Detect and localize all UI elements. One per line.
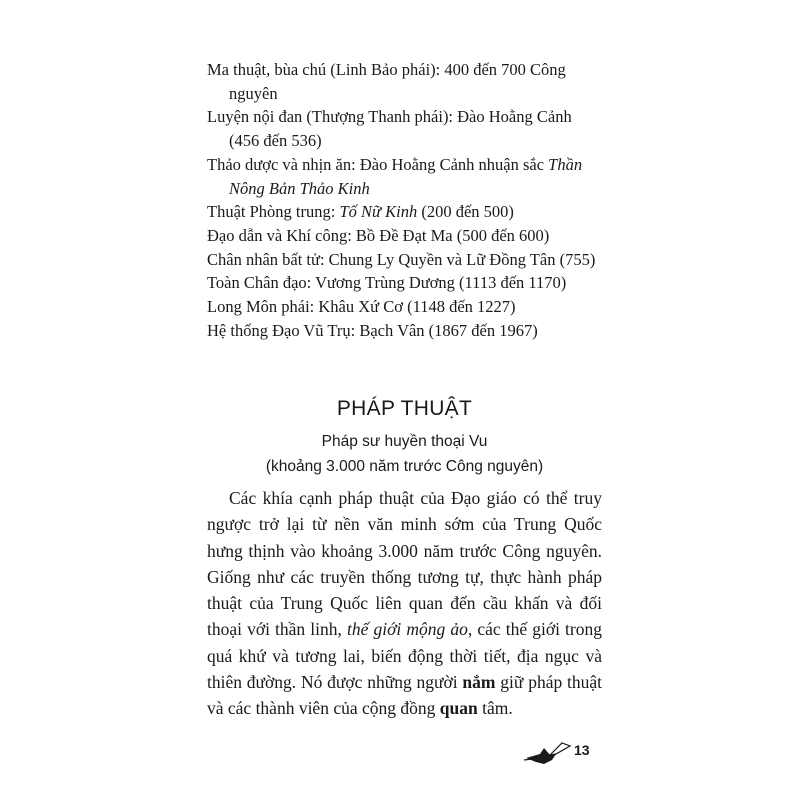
page-number: 13 <box>574 742 590 758</box>
timeline-item-italic: Thần Nông Bản Thảo Kinh <box>229 154 583 198</box>
section-subtitle: Pháp sư huyền thoại Vu <box>321 433 488 450</box>
timeline-item: Toàn Chân đạo: Vương Trùng Dương (1113 đến 1170) <box>207 273 567 293</box>
body-bold: quan <box>439 698 478 719</box>
timeline-item-text: Thuật Phòng trung: <box>207 202 340 222</box>
body-bold: nắm <box>462 672 496 693</box>
timeline-item <box>207 153 602 200</box>
body-paragraph <box>207 485 602 722</box>
timeline-item-italic: Tố Nữ Kinh <box>339 202 418 222</box>
body-italic: thế giới mộng ảo <box>346 619 468 640</box>
timeline-item: Hệ thống Đạo Vũ Trụ: Bạch Vân (1867 đến 1967) <box>207 320 538 340</box>
timeline-list <box>207 58 602 342</box>
timeline-item: Đạo dẫn và Khí công: Bồ Đề Đạt Ma (500 đến 600) <box>207 225 550 245</box>
timeline-item <box>207 200 602 224</box>
timeline-item-text: Thảo dược và nhịn ăn: Đào Hoằng Cảnh nhuận sắc <box>207 154 549 174</box>
body-text: tâm. <box>477 698 513 719</box>
timeline-item: Chân nhân bất tử: Chung Ly Quyền và Lữ Đồng Tân (755) <box>207 249 596 269</box>
section-title: PHÁP THUẬT <box>336 397 473 420</box>
timeline-item: Ma thuật, bùa chú (Linh Bảo phái): 400 đến 700 Công nguyên <box>207 60 566 103</box>
body-text: giữ pháp thuật và các thành viên của cộng đồng <box>207 672 603 719</box>
body-text: Các khía cạnh pháp thuật của Đạo giáo có thể truy ngược trở lại từ nền văn minh sớm của Trung Quốc hưng thịnh vào khoảng 3.000 năm trước Công nguyên. Giống như các truyền thống tương tự, thực hành pháp thuật của Trung Quốc liên quan đến cầu khấn và đối thoại với thần linh, <box>207 488 602 640</box>
section-subtitle-date: (khoảng 3.000 năm trước Công nguyên) <box>265 458 544 475</box>
origami-bird-icon <box>522 738 572 768</box>
timeline-item: Long Môn phái: Khâu Xứ Cơ (1148 đến 1227) <box>207 297 516 317</box>
timeline-item-text: (200 đến 500) <box>417 202 514 222</box>
timeline-item: Luyện nội đan (Thượng Thanh phái): Đào Hoằng Cảnh (456 đến 536) <box>207 107 572 151</box>
body-text: , các thế giới trong quá khứ và tương lai, biến động thời tiết, địa ngục và thiên đường. Nó được những người <box>207 619 602 693</box>
